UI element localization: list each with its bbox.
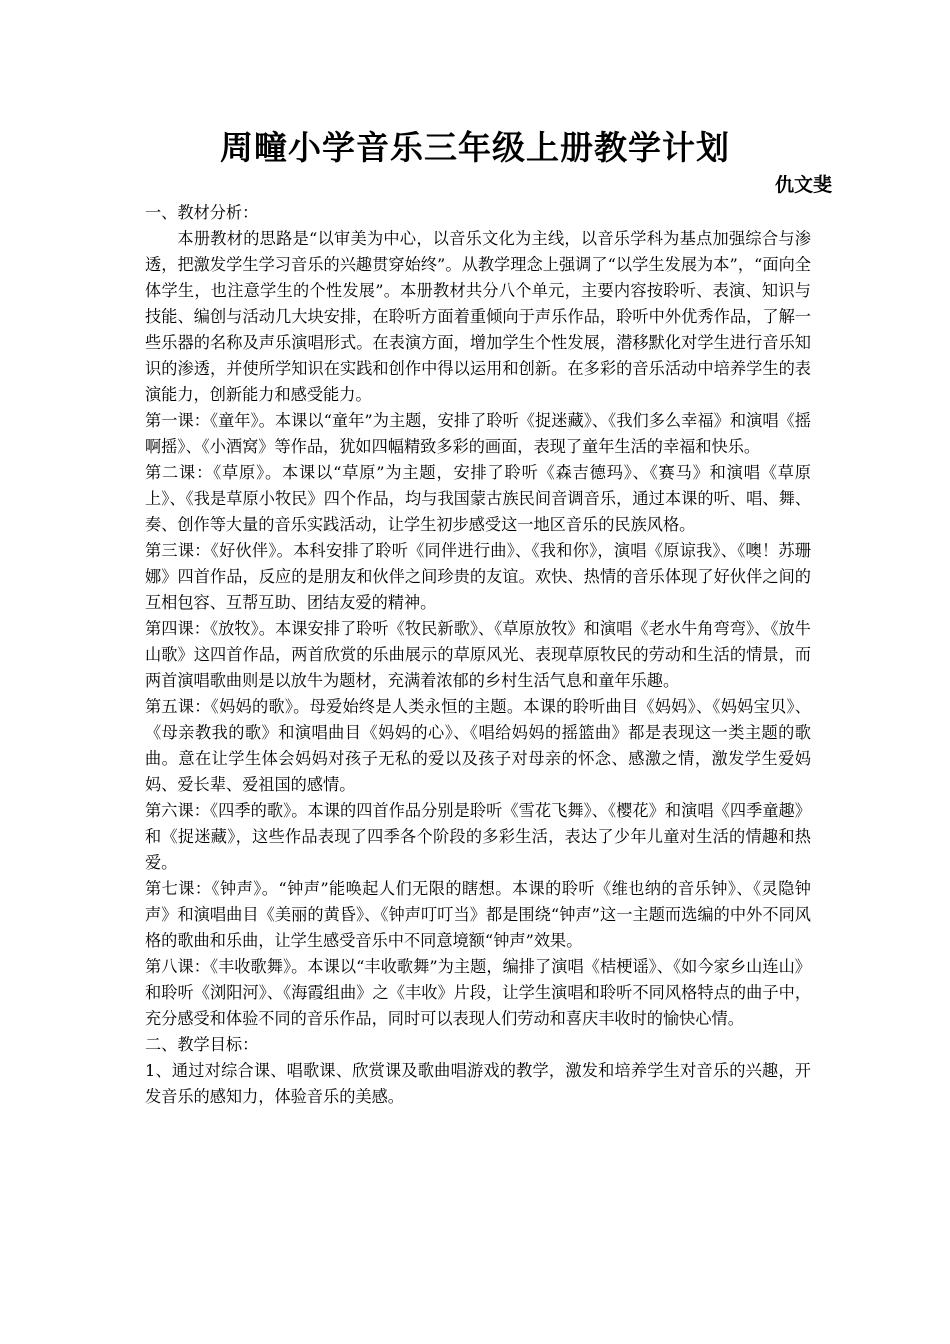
document-title: 周疃小学音乐三年级上册教学计划	[220, 128, 730, 167]
paragraph: 一、教材分析：	[145, 203, 259, 222]
paragraph: 第八课：《丰收歌舞》。本课以“丰收歌舞”为主题，编排了演唱《桔梗谣》、《如今家乡山连山》和聆听《浏阳河》、《海霞组曲》之《丰收》片段，让学生演唱和聆听不同风格特点的曲子中，充分感受和体验不同的音乐作品，同时可以表现人们劳动和喜庆丰收时的愉快心情。	[145, 957, 811, 1028]
paragraph: 第五课：《妈妈的歌》。母爱始终是人类永恒的主题。本课的聆听曲目《妈妈》、《妈妈宝贝》、《母亲教我的歌》和演唱曲目《妈妈的心》、《唱给妈妈的摇篮曲》都是表现这一类主题的歌曲。意在让学生体会妈妈对孩子无私的爱以及孩子对母亲的怀念、感激之情，激发学生爱妈妈、爱长辈、爱祖国的感情。	[145, 697, 811, 794]
paragraph: 第六课：《四季的歌》。本课的四首作品分别是聆听《雪花飞舞》、《樱花》和演唱《四季童趣》和《捉迷藏》，这些作品表现了四季各个阶段的多彩生活，表达了少年儿童对生活的情趣和热爱。	[145, 801, 811, 872]
paragraph: 第七课：《钟声》。“钟声”能唤起人们无限的瞎想。本课的聆听《维也纳的音乐钟》、《灵隐钟声》和演唱曲目《美丽的黄昏》、《钟声叮叮当》都是围绕“钟声”这一主题而选编的中外不同风格的歌曲和乐曲，让学生感受音乐中不同意境额“钟声”效果。	[145, 879, 811, 950]
document-body	[145, 200, 811, 1110]
paragraph: 第二课：《草原》。本课以“草原”为主题，安排了聆听《森吉德玛》、《赛马》和演唱《草原上》、《我是草原小牧民》四个作品，均与我国蒙古族民间音调音乐，通过本课的听、唱、舞、奏、创作等大量的音乐实践活动，让学生初步感受这一地区音乐的民族风格。	[145, 463, 811, 534]
author-name: 仇文斐	[774, 174, 832, 196]
paragraph: 第一课：《童年》。本课以“童年”为主题，安排了聆听《捉迷藏》、《我们多么幸福》和演唱《摇啊摇》、《小酒窝》等作品，犹如四幅精致多彩的画面，表现了童年生活的幸福和快乐。	[145, 411, 811, 456]
paragraph: 本册教材的思路是“以审美为中心，以音乐文化为主线，以音乐学科为基点加强综合与渗透，把激发学生学习音乐的兴趣贯穿始终”。从教学理念上强调了“以学生发展为本”，“面向全体学生，也注意学生的个性发展”。本册教材共分八个单元，主要内容按聆听、表演、知识与技能、编创与活动几大块安排，在聆听方面着重倾向于声乐作品，聆听中外优秀作品，了解一些乐器的名称及声乐演唱形式。在表演方面，增加学生个性发展，潜移默化对学生进行音乐知识的渗透，并使所学知识在实践和创作中得以运用和创新。在多彩的音乐活动中培养学生的表演能力，创新能力和感受能力。	[145, 229, 811, 404]
paragraph: 第四课：《放牧》。本课安排了聆听《牧民新歌》、《草原放牧》和演唱《老水牛角弯弯》、《放牛山歌》这四首作品，两首欣赏的乐曲展示的草原风光、表现草原牧民的劳动和生活的情景，而两首演唱歌曲则是以放牛为题材，充满着浓郁的乡村生活气息和童年乐趣。	[145, 619, 811, 690]
paragraph: 1、通过对综合课、唱歌课、欣赏课及歌曲唱游戏的教学，激发和培养学生对音乐的兴趣，开发音乐的感知力，体验音乐的美感。	[145, 1061, 811, 1106]
paragraph: 第三课：《好伙伴》。本科安排了聆听《同伴进行曲》、《我和你》，演唱《原谅我》、《噢！苏珊娜》四首作品，反应的是朋友和伙伴之间珍贵的友谊。欢快、热情的音乐体现了好伙伴之间的互相包容、互帮互助、团结友爱的精神。	[145, 541, 811, 612]
paragraph: 二、教学目标：	[145, 1035, 259, 1054]
